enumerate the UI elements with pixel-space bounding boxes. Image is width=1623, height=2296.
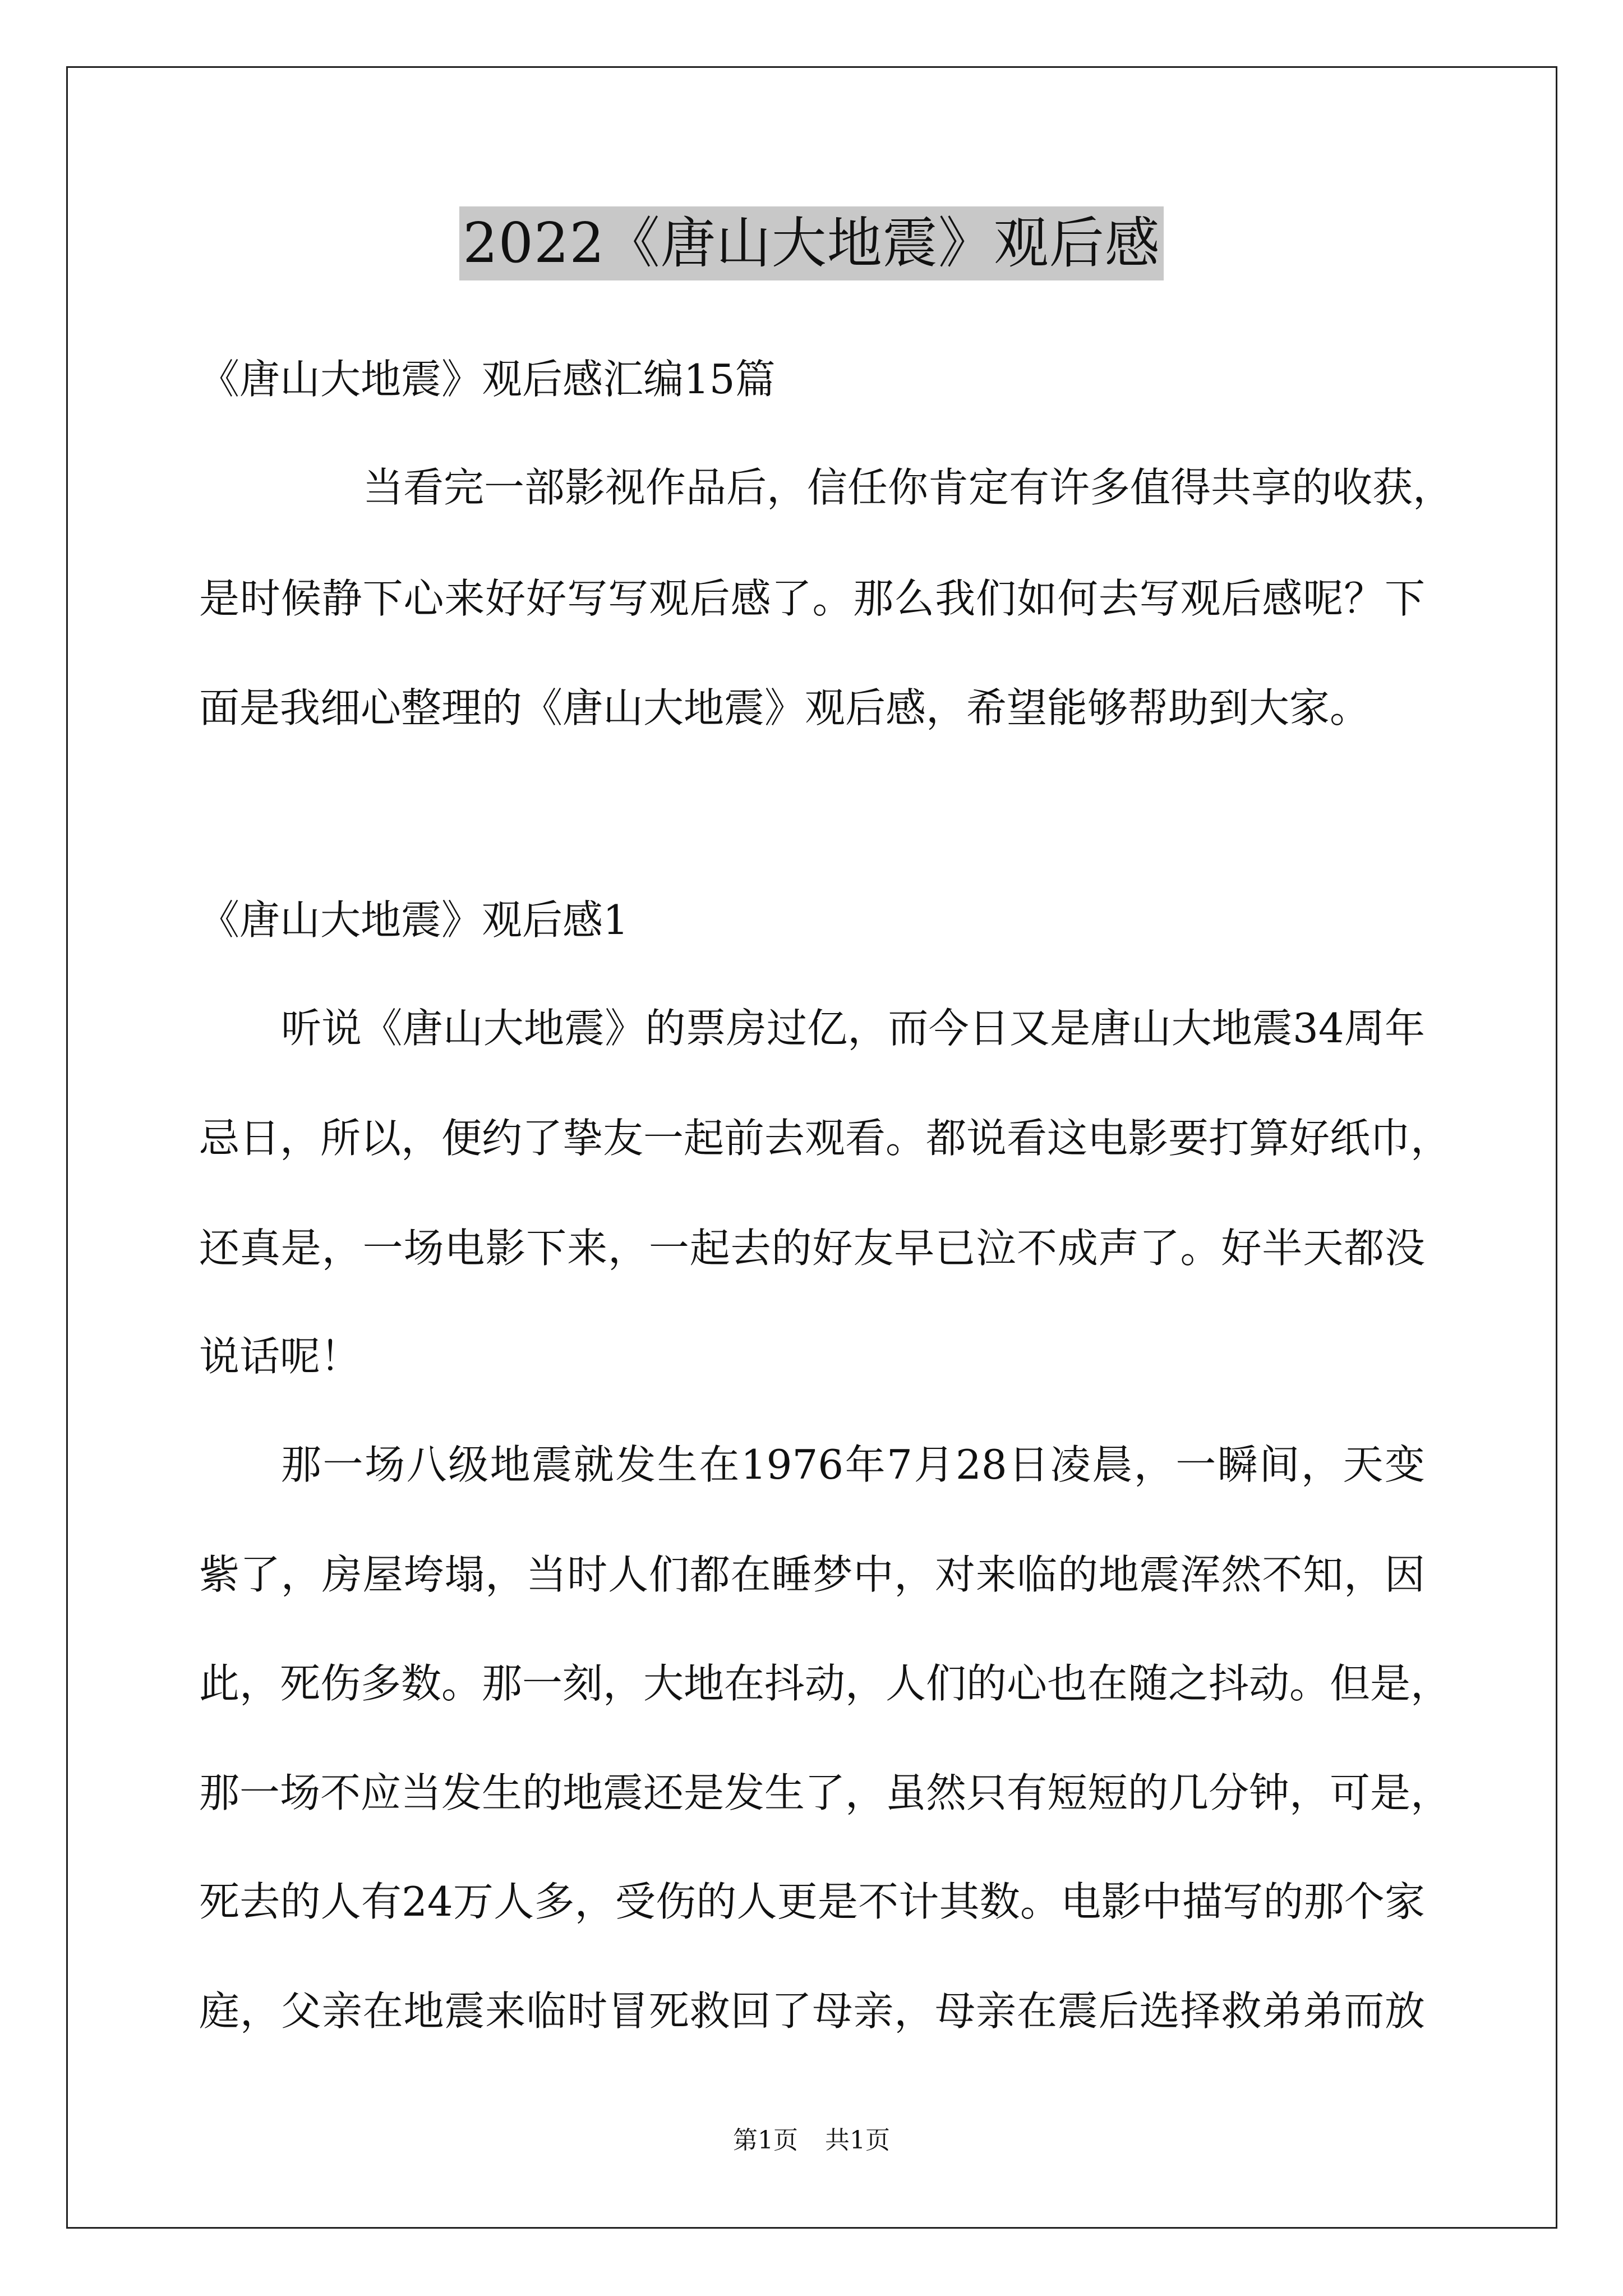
- paragraph-line: 紫了，房屋垮塌，当时人们都在睡梦中，对来临的地震浑然不知，因: [199, 1551, 1425, 1598]
- paragraph-line: 还真是，一场电影下来，一起去的好友早已泣不成声了。好半天都没: [199, 1225, 1425, 1272]
- paragraph-line: 忌日，所以，便约了挚友一起前去观看。都说看这电影要打算好纸巾，: [199, 1115, 1451, 1162]
- page-total: 共1页: [825, 2126, 890, 2155]
- paragraph-line: 听说《唐山大地震》的票房过亿，而今日又是唐山大地震34周年: [281, 1005, 1425, 1052]
- section-heading: 《唐山大地震》观后感1: [199, 896, 629, 944]
- intro-line: 是时候静下心来好好写写观后感了。那么我们如何去写观后感呢？下: [199, 575, 1425, 622]
- paragraph-line: 说话呢！: [199, 1333, 361, 1380]
- intro-line: 面是我细心整理的《唐山大地震》观后感，希望能够帮助到大家。: [199, 684, 1371, 731]
- paragraph-line: 那一场八级地震就发生在1976年7月28日凌晨，一瞬间，天变: [281, 1441, 1425, 1488]
- paragraph-line: 那一场不应当发生的地震还是发生了，虽然只有短短的几分钟，可是，: [199, 1769, 1451, 1816]
- page-number: 第1页: [733, 2126, 798, 2155]
- paragraph-line: 死去的人有24万人多，受伤的人更是不计其数。电影中描写的那个家: [199, 1878, 1425, 1925]
- paragraph-line: 庭，父亲在地震来临时冒死救回了母亲，母亲在震后选择救弟弟而放: [199, 1987, 1425, 2035]
- title-container: [0, 206, 1623, 280]
- page-footer: [0, 2124, 1623, 2157]
- document-title: 2022《唐山大地震》观后感: [459, 206, 1163, 280]
- paragraph-line: 此，死伤多数。那一刻，大地在抖动，人们的心也在随之抖动。但是，: [199, 1660, 1451, 1707]
- document-subtitle: 《唐山大地震》观后感汇编15篇: [199, 356, 776, 403]
- intro-line: 当看完一部影视作品后，信任你肯定有许多值得共享的收获，: [363, 464, 1454, 511]
